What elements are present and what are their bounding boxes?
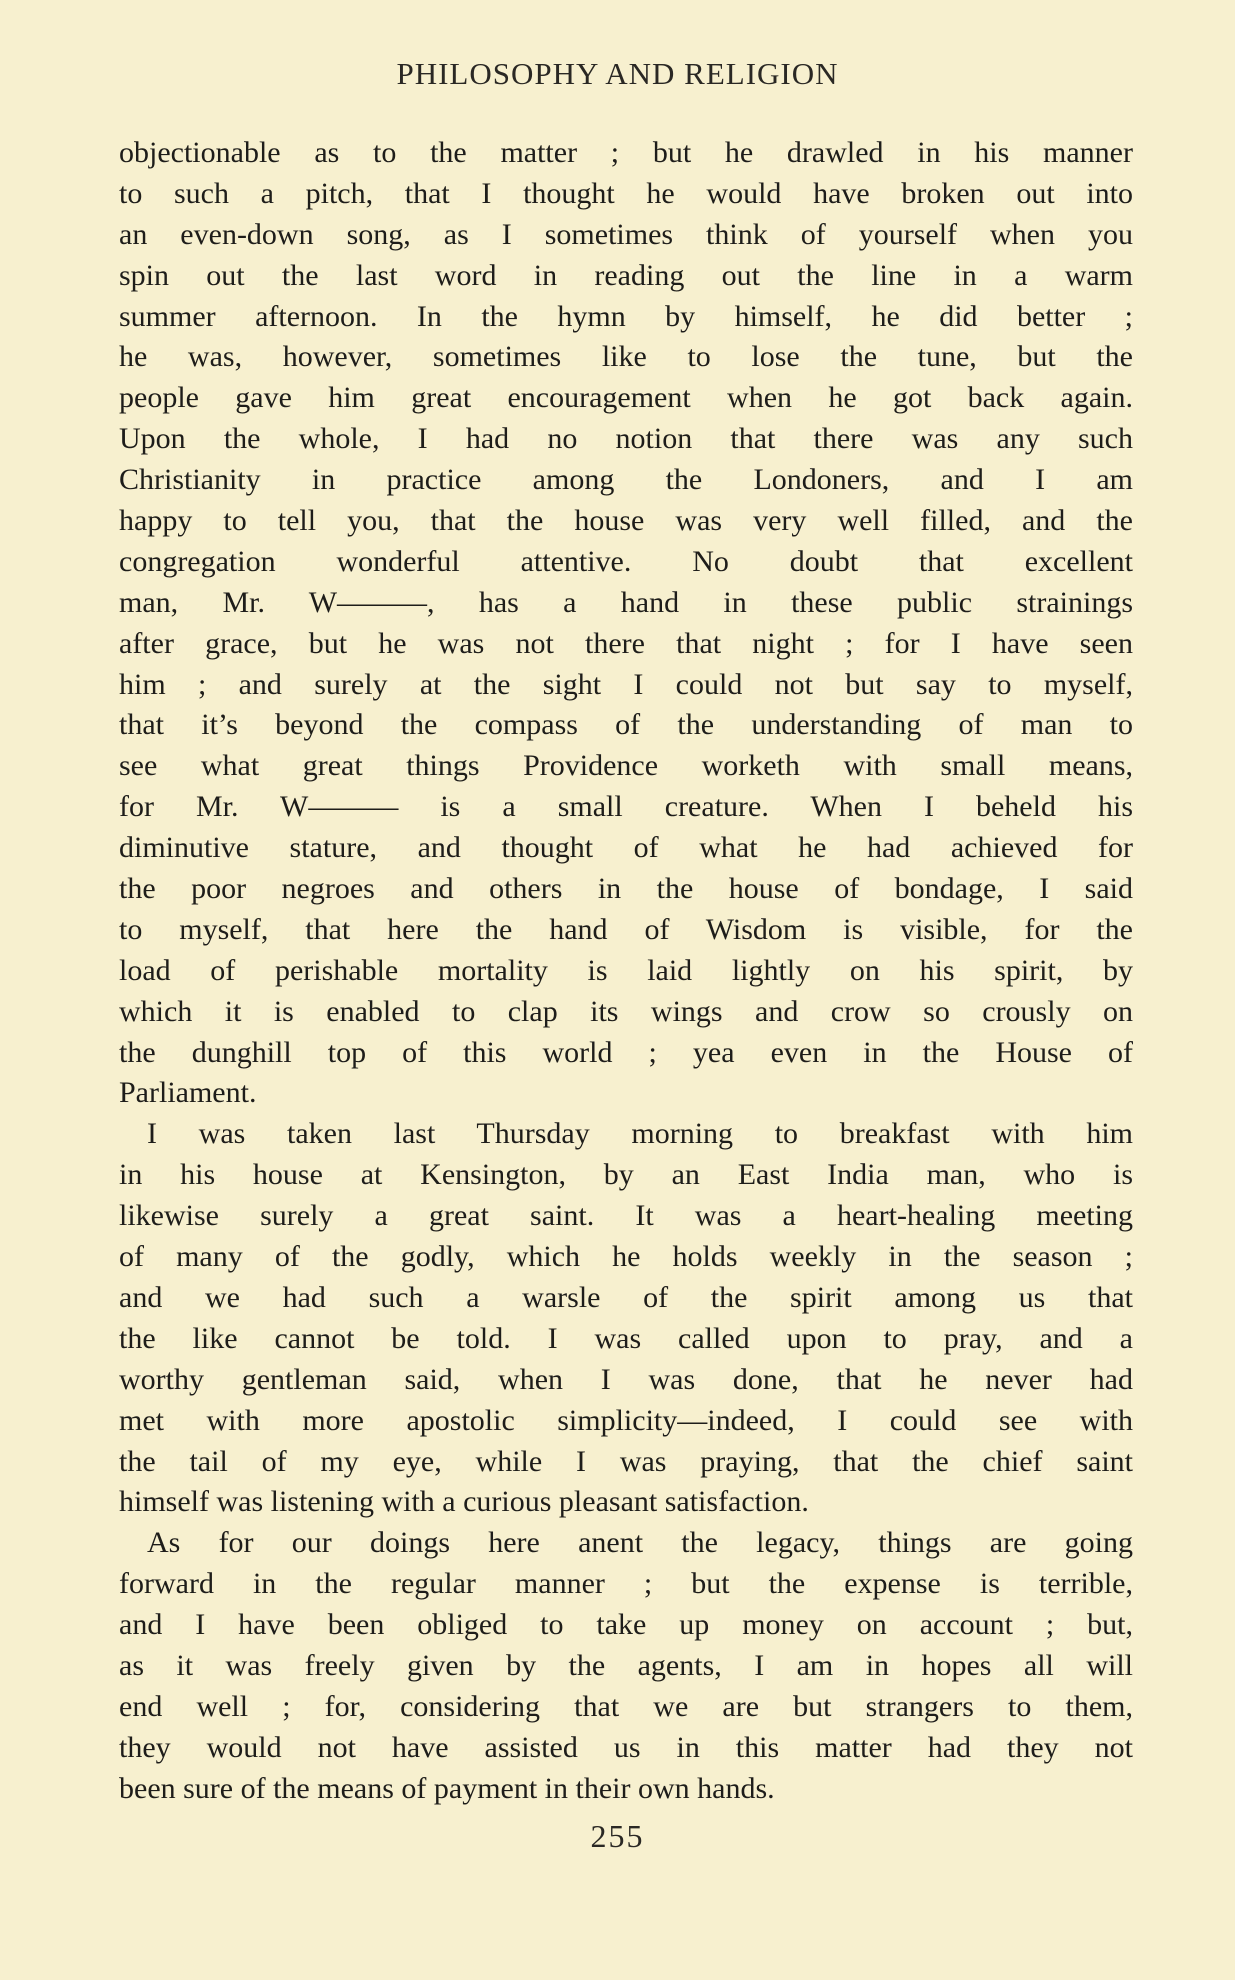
text-line: met with more apostolic simplicity—indeed, I could see with: [119, 1403, 1133, 1437]
text-line: the like cannot be told. I was called upon to pray, and a: [119, 1321, 1133, 1355]
page-number: 255: [590, 1818, 645, 1854]
text-line: likewise surely a great saint. It was a heart-healing meeting: [119, 1199, 1133, 1233]
text-line: himself was listening with a curious pleasant satisfaction.: [119, 1485, 809, 1519]
text-line: an even-down song, as I sometimes think of yourself when you: [119, 217, 1133, 251]
text-line: congregation wonderful attentive. No doubt that excellent: [119, 544, 1133, 578]
text-line: the poor negroes and others in the house of bondage, I said: [119, 872, 1133, 906]
text-line: diminutive stature, and thought of what he had achieved for: [119, 831, 1133, 865]
text-line: forward in the regular manner ; but the expense is terrible,: [119, 1567, 1133, 1601]
text-line: that it’s beyond the compass of the understanding of man to: [119, 708, 1133, 742]
text-line: to such a pitch, that I thought he would have broken out into: [119, 176, 1133, 210]
text-line: end well ; for, considering that we are but strangers to them,: [119, 1689, 1133, 1723]
text-line: which it is enabled to clap its wings and crow so crously on: [119, 994, 1133, 1028]
text-line: he was, however, sometimes like to lose the tune, but the: [119, 340, 1133, 374]
text-line: the dunghill top of this world ; yea even in the House of: [119, 1035, 1133, 1069]
text-line: worthy gentleman said, when I was done, that he never had: [119, 1362, 1133, 1396]
text-line: they would not have assisted us in this matter had they not: [119, 1730, 1133, 1764]
text-line: as it was freely given by the agents, I am in hopes all will: [119, 1648, 1133, 1682]
text-line: load of perishable mortality is laid lightly on his spirit, by: [119, 953, 1133, 987]
text-line: spin out the last word in reading out the line in a warm: [119, 258, 1133, 292]
text-line: people gave him great encouragement when he got back again.: [119, 381, 1133, 415]
text-line: As for our doings here anent the legacy, things are going: [147, 1526, 1133, 1560]
text-line: and I have been obliged to take up money on account ; but,: [119, 1608, 1133, 1642]
text-line: the tail of my eye, while I was praying, that the chief saint: [119, 1444, 1133, 1478]
running-title: PHILOSOPHY AND RELIGION: [396, 56, 839, 91]
text-line: summer afternoon. In the hymn by himself, he did better ;: [119, 299, 1133, 333]
text-line: happy to tell you, that the house was very well filled, and the: [119, 504, 1133, 538]
text-line: for Mr. W——— is a small creature. When I beheld his: [119, 790, 1133, 824]
text-line: to myself, that here the hand of Wisdom is visible, for the: [119, 912, 1133, 946]
page-body: [119, 133, 1133, 1810]
text-line: objectionable as to the matter ; but he drawled in his manner: [119, 136, 1133, 169]
text-line: been sure of the means of payment in their own hands.: [119, 1771, 775, 1805]
text-line: see what great things Providence worketh with small means,: [119, 749, 1133, 783]
text-line: him ; and surely at the sight I could not but say to myself,: [119, 667, 1133, 701]
text-line: and we had such a warsle of the spirit among us that: [119, 1280, 1133, 1314]
text-line: Upon the whole, I had no notion that there was any such: [119, 422, 1133, 456]
text-line: of many of the godly, which he holds weekly in the season ;: [119, 1240, 1133, 1274]
text-line: in his house at Kensington, by an East India man, who is: [119, 1158, 1133, 1192]
text-line: man, Mr. W———, has a hand in these public strainings: [119, 585, 1133, 619]
text-line: after grace, but he was not there that night ; for I have seen: [119, 626, 1133, 660]
text-line: I was taken last Thursday morning to breakfast with him: [147, 1117, 1133, 1151]
text-line: Christianity in practice among the Londoners, and I am: [119, 463, 1133, 497]
text-line: Parliament.: [119, 1076, 257, 1110]
